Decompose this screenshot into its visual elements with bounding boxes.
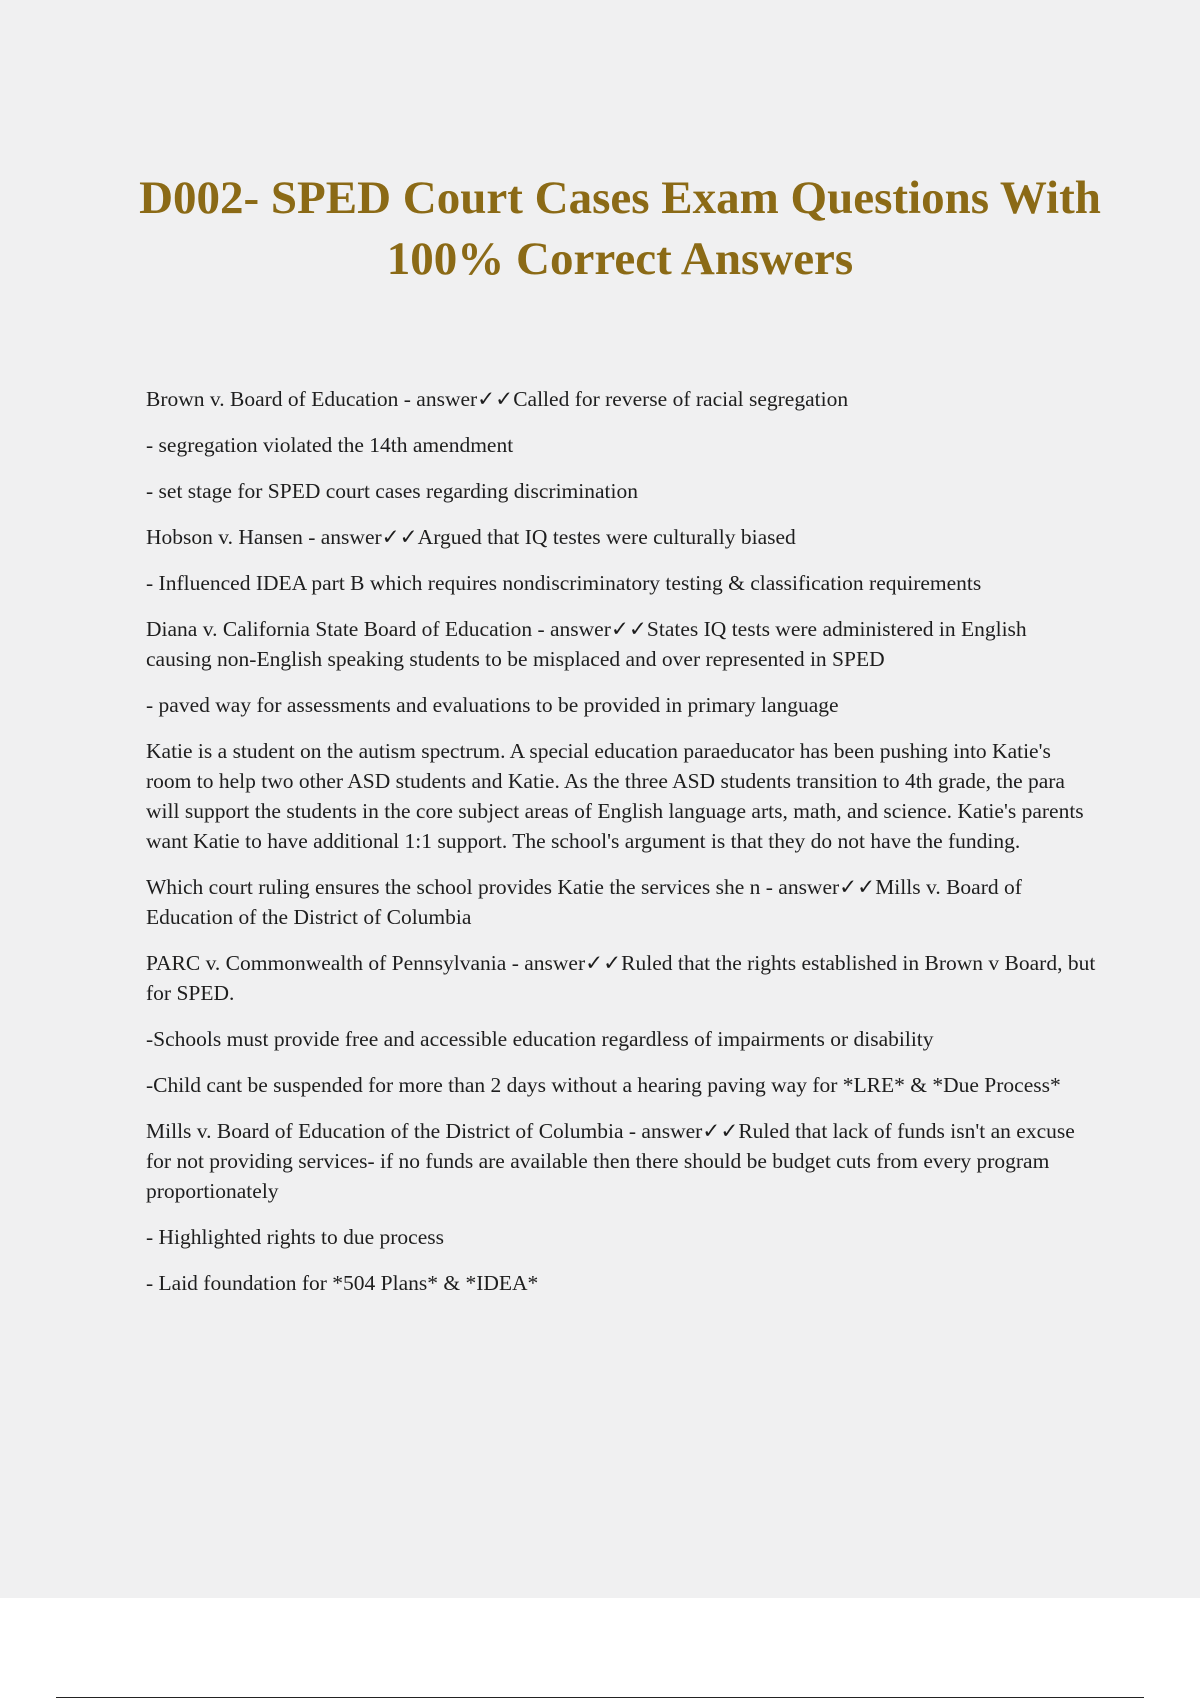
document-body (146, 384, 1096, 1314)
paragraph: -Child cant be suspended for more than 2 days without a hearing paving way for *LRE* & *Due Process* (146, 1073, 1061, 1097)
paragraph: - set stage for SPED court cases regarding discrimination (146, 479, 638, 503)
paragraph: Mills v. Board of Education of the District of Columbia - answer✓✓Ruled that lack of funds isn't an excuse for not providing services- if no funds are available then there should be budget cuts from every program proportionately (146, 1119, 1075, 1203)
paragraph: - Laid foundation for *504 Plans* & *IDEA* (146, 1271, 539, 1295)
paragraph: Hobson v. Hansen - answer✓✓Argued that IQ testes were culturally biased (146, 525, 796, 549)
paragraph: - Influenced IDEA part B which requires nondiscriminatory testing & classification requirements (146, 571, 982, 595)
bottom-rule (56, 1697, 1144, 1698)
paragraph: Katie is a student on the autism spectrum. A special education paraeducator has been pushing into Katie's room to help two other ASD students and Katie. As the three ASD students transition to 4th grade, the para will support the students in the core subject areas of English language arts, math, and science. Katie's parents want Katie to have additional 1:1 support. The school's argument is that they do not have the funding. (146, 739, 1084, 853)
paragraph: - paved way for assessments and evaluations to be provided in primary language (146, 693, 839, 717)
paragraph: - segregation violated the 14th amendment (146, 433, 514, 457)
paragraph: - Highlighted rights to due process (146, 1225, 444, 1249)
paragraph: PARC v. Commonwealth of Pennsylvania - answer✓✓Ruled that the rights established in Brown v Board, but for SPED. (146, 951, 1096, 1005)
paragraph: Brown v. Board of Education - answer✓✓Called for reverse of racial segregation (146, 387, 849, 411)
paragraph: Which court ruling ensures the school provides Katie the services she n - answer✓✓Mills v. Board of Education of the District of Columbia (146, 875, 1022, 929)
paragraph: -Schools must provide free and accessible education regardless of impairments or disability (146, 1027, 934, 1051)
paragraph: Diana v. California State Board of Education - answer✓✓States IQ tests were administered in English causing non-English speaking students to be misplaced and over represented in SPED (146, 617, 1027, 671)
document-title: D002- SPED Court Cases Exam Questions With 100% Correct Answers (139, 172, 1101, 285)
